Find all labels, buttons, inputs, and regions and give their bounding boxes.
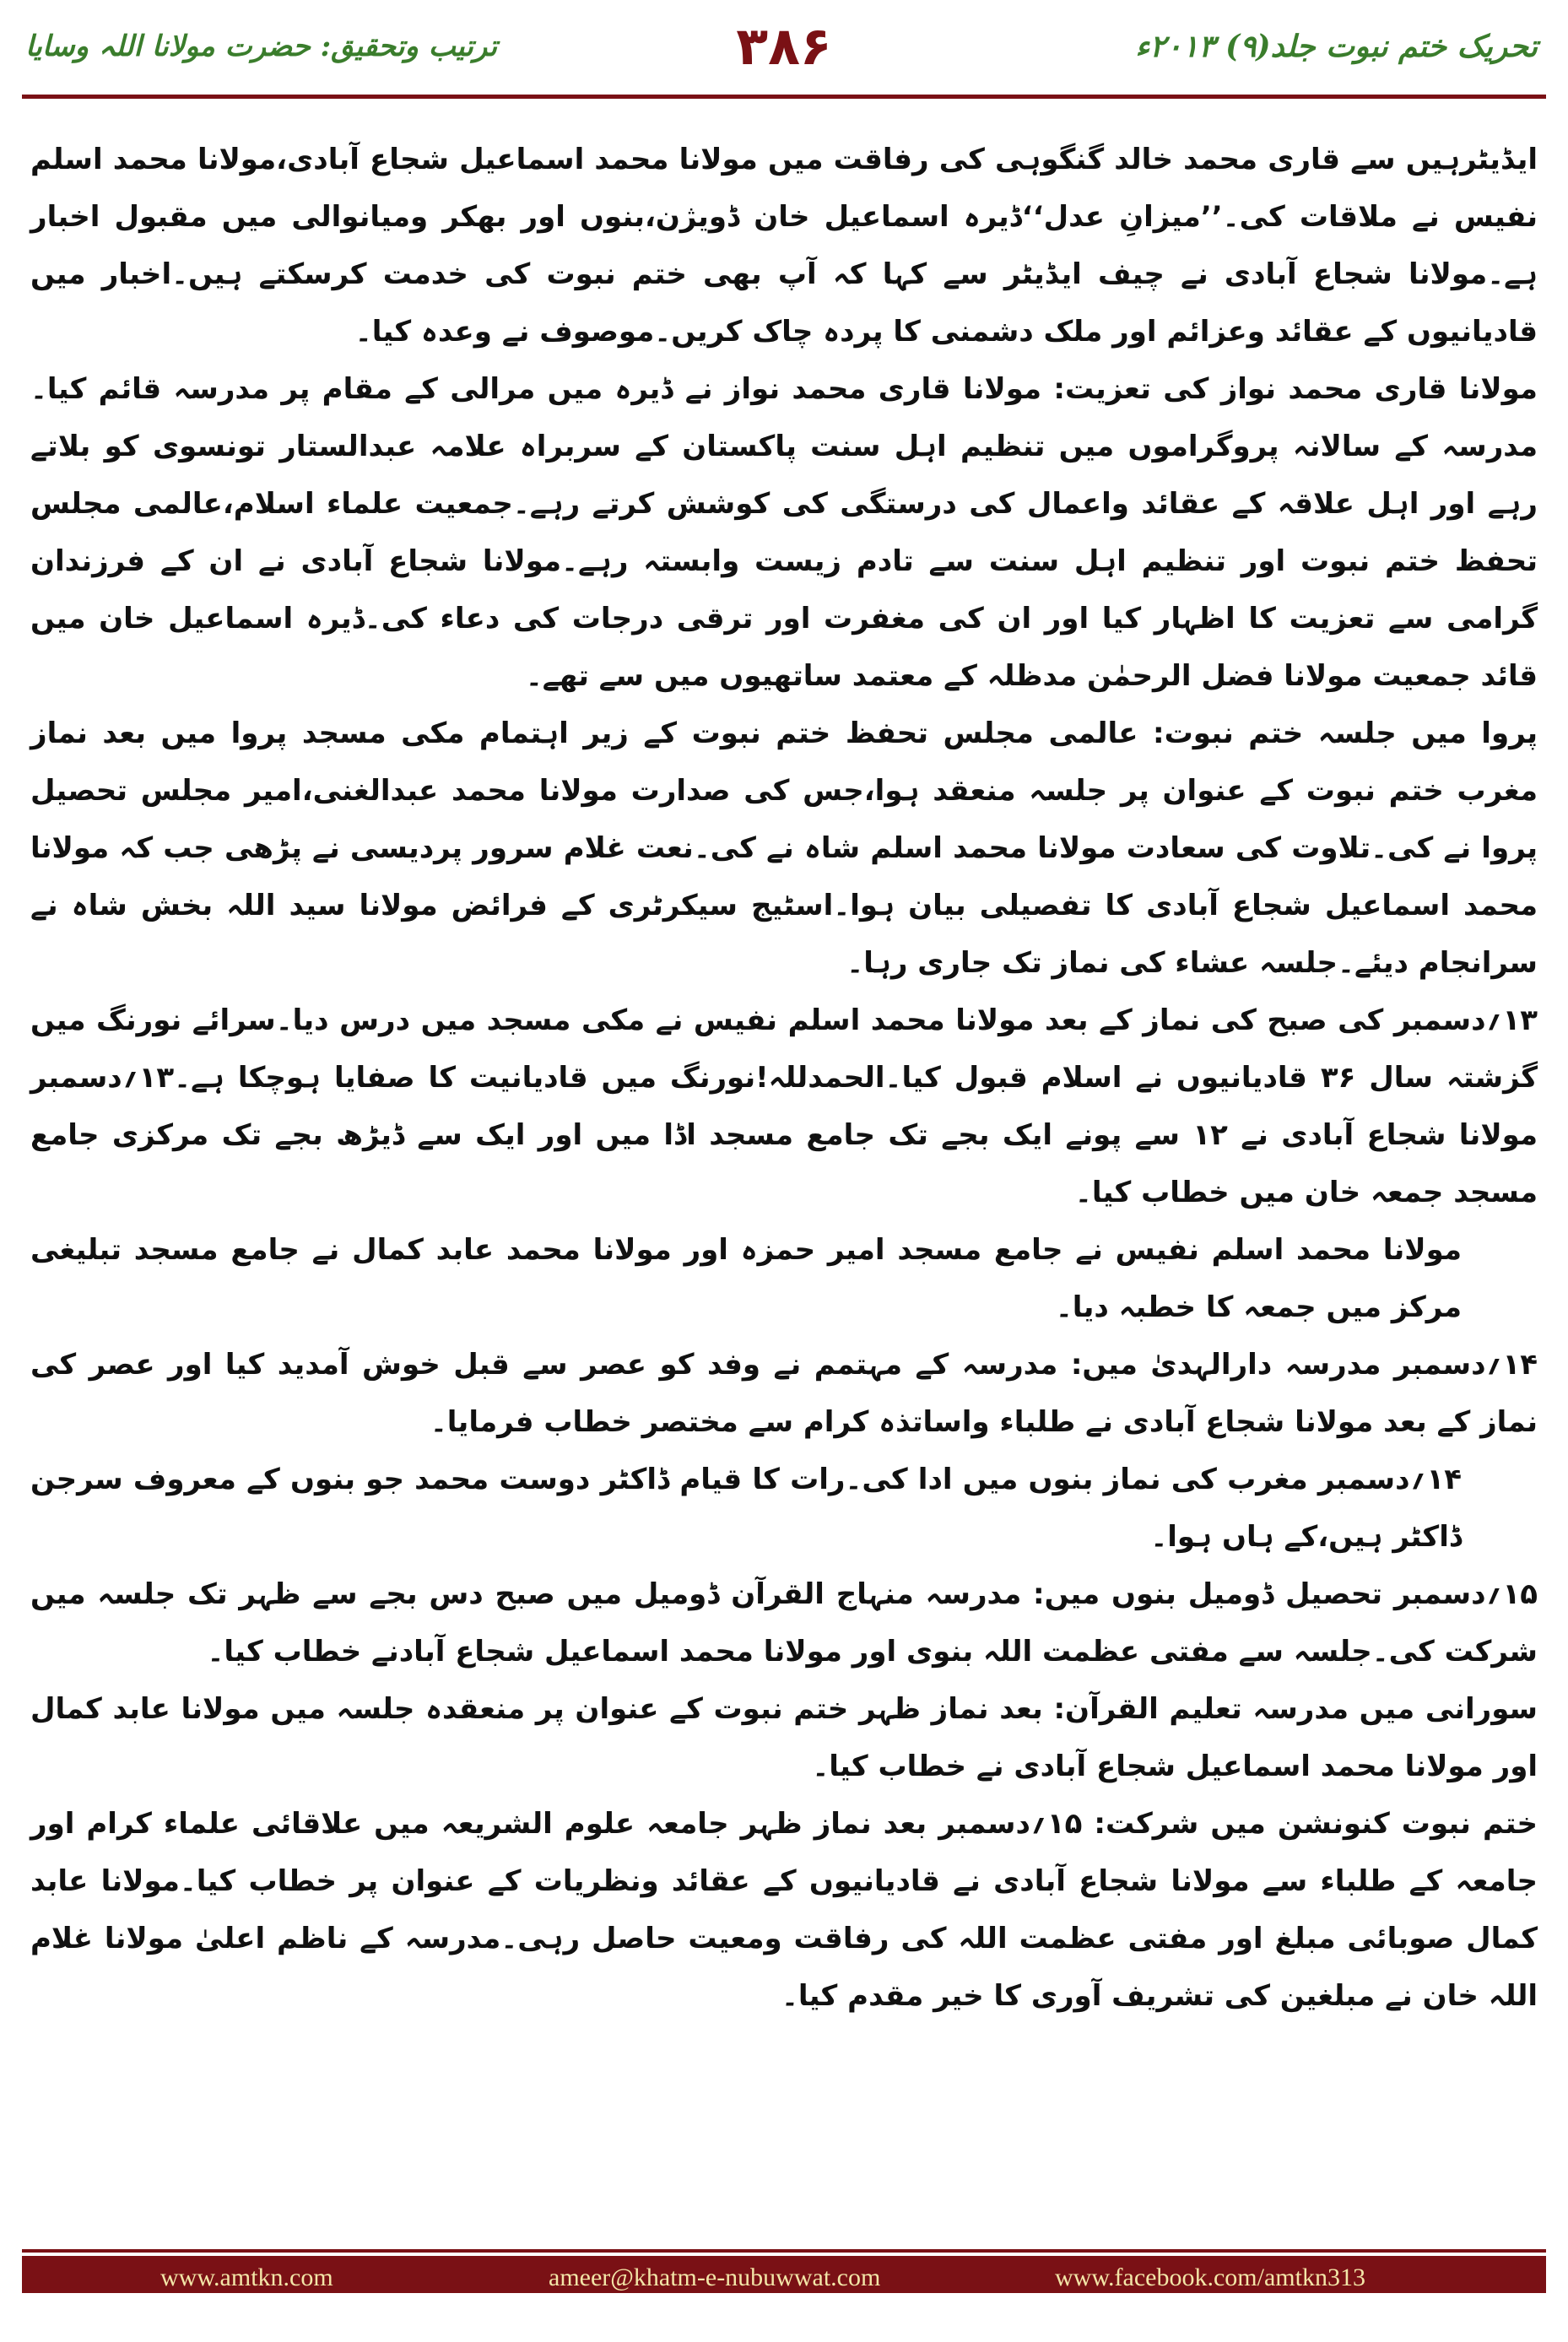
- page-footer: [0, 2249, 1568, 2342]
- footer-divider: [22, 2249, 1546, 2253]
- page-number: ۳۸۶: [736, 15, 832, 77]
- page-header: [0, 0, 1568, 127]
- compiler-credit: ترتیب وتحقیق: حضرت مولانا اللہ وسایا: [25, 30, 498, 63]
- paragraph-7: ۱۴؍دسمبر مغرب کی نماز بنوں میں ادا کی۔رات کا قیام ڈاکٹر دوست محمد جو بنوں کے معروف سرجن ڈاکٹر ہیں،کے ہاں ہوا۔: [30, 1463, 1462, 1554]
- paragraph-9: سورانی میں مدرسہ تعلیم القرآن: بعد نماز ظہر ختم نبوت کے عنوان پر منعقدہ جلسہ میں مولانا عابد کمال اور مولانا محمد اسماعیل شجاع آبادی نے خطاب کیا۔: [30, 1692, 1538, 1783]
- facebook-link[interactable]: www.facebook.com/amtkn313: [1055, 2264, 1365, 2291]
- paragraph-2: مولانا قاری محمد نواز کی تعزیت: مولانا قاری محمد نواز نے ڈیرہ میں مرالی کے مقام پر مدرسہ قائم کیا۔مدرسہ کے سالانہ پروگراموں میں تنظیم اہل سنت پاکستان کے سربراہ علامہ عبدالستار تونسوی کو بلاتے رہے اور اہل علاقہ کے عقائد واعمال کی درستگی کی کوشش کرتے رہے۔جمعیت علماء اسلام،عالمی مجلس تحفظ ختم نبوت اور تنظیم اہل سنت سے تادم زیست وابستہ رہے۔مولانا شجاع آبادی نے ان کے فرزندان گرامی سے تعزیت کا اظہار کیا اور ان کی مغفرت اور ترقی درجات کی دعاء کی۔ڈیرہ اسماعیل خان میں قائد جمعیت مولانا فضل الرحمٰن مدظلہ کے معتمد ساتھیوں میں سے تھے۔: [30, 372, 1538, 693]
- page-body: [30, 131, 1538, 2190]
- email-link[interactable]: ameer@khatm-e-nubuwwat.com: [549, 2264, 881, 2291]
- paragraph-6: ۱۴؍دسمبر مدرسہ دارالہدیٰ میں: مدرسہ کے مہتمم نے وفد کو عصر سے قبل خوش آمدید کیا اور عصر کی نماز کے بعد مولانا شجاع آبادی نے طلباء واساتذہ کرام سے مختصر خطاب فرمایا۔: [30, 1348, 1538, 1439]
- paragraph-3: پروا میں جلسہ ختم نبوت: عالمی مجلس تحفظ ختم نبوت کے زیر اہتمام مکی مسجد پروا میں بعد نماز مغرب ختم نبوت کے عنوان پر جلسہ منعقد ہوا،جس کی صدارت مولانا محمد عبدالغنی،امیر مجلس تحصیل پروا نے کی۔تلاوت کی سعادت مولانا محمد اسلم شاہ نے کی۔نعت غلام سرور پردیسی نے پڑھی جب کہ مولانا محمد اسماعیل شجاع آبادی کا تفصیلی بیان ہوا۔اسٹیج سیکرٹری کے فرائض مولانا سید اللہ بخش شاہ نے سرانجام دیئے۔جلسہ عشاء کی نماز تک جاری رہا۔: [30, 717, 1538, 980]
- website-link[interactable]: www.amtkn.com: [160, 2264, 333, 2291]
- paragraph-8: ۱۵؍دسمبر تحصیل ڈومیل بنوں میں: مدرسہ منہاج القرآن ڈومیل میں صبح دس بجے سے ظہر تک جلسہ میں شرکت کی۔جلسہ سے مفتی عظمت اللہ بنوی اور مولانا محمد اسماعیل شجاع آبادنے خطاب کیا۔: [30, 1577, 1538, 1669]
- header-divider: [22, 95, 1546, 99]
- book-title: تحریک ختم نبوت جلد(۹) ۲۰۱۳ء: [1135, 29, 1538, 64]
- paragraph-4: ۱۳؍دسمبر کی صبح کی نماز کے بعد مولانا محمد اسلم نفیس نے مکی مسجد میں درس دیا۔سرائے نورنگ میں گزشتہ سال ۳۶ قادیانیوں نے اسلام قبول کیا۔الحمدللہ!نورنگ میں قادیانیت کا صفایا ہوچکا ہے۔۱۳؍دسمبر مولانا شجاع آبادی نے ۱۲ سے پونے ایک بجے تک جامع مسجد اڈا میں اور ایک سے ڈیڑھ بجے تک مرکزی جامع مسجد جمعہ خان میں خطاب کیا۔: [30, 1003, 1538, 1209]
- paragraph-1: ایڈیٹرہیں سے قاری محمد خالد گنگوہی کی رفاقت میں مولانا محمد اسماعیل شجاع آبادی،مولانا محمد اسلم نفیس نے ملاقات کی۔’’میزانِ عدل‘‘ڈیرہ اسماعیل خان ڈویژن،بنوں اور بھکر ومیانوالی میں مقبول اخبار ہے۔مولانا شجاع آبادی نے چیف ایڈیٹر سے کہا کہ آپ بھی ختم نبوت کی خدمت کرسکتے ہیں۔اخبار میں قادیانیوں کے عقائد وعزائم اور ملک دشمنی کا پردہ چاک کریں۔موصوف نے وعدہ کیا۔: [30, 143, 1538, 349]
- paragraph-10: ختم نبوت کنونشن میں شرکت: ۱۵؍دسمبر بعد نماز ظہر جامعہ علوم الشریعہ میں علاقائی علماء کرام اور جامعہ کے طلباء سے مولانا شجاع آبادی نے قادیانیوں کے عقائد ونظریات کے عنوان پر خطاب کیا۔مولانا عابد کمال صوبائی مبلغ اور مفتی عظمت اللہ کی رفاقت ومعیت حاصل رہی۔مدرسہ کے ناظم اعلیٰ مولانا غلام اللہ خان نے مبلغین کی تشریف آوری کا خیر مقدم کیا۔: [30, 1807, 1538, 2013]
- paragraph-5: مولانا محمد اسلم نفیس نے جامع مسجد امیر حمزہ اور مولانا محمد عابد کمال نے جامع مسجد تبلیغی مرکز میں جمعہ کا خطبہ دیا۔: [30, 1233, 1462, 1324]
